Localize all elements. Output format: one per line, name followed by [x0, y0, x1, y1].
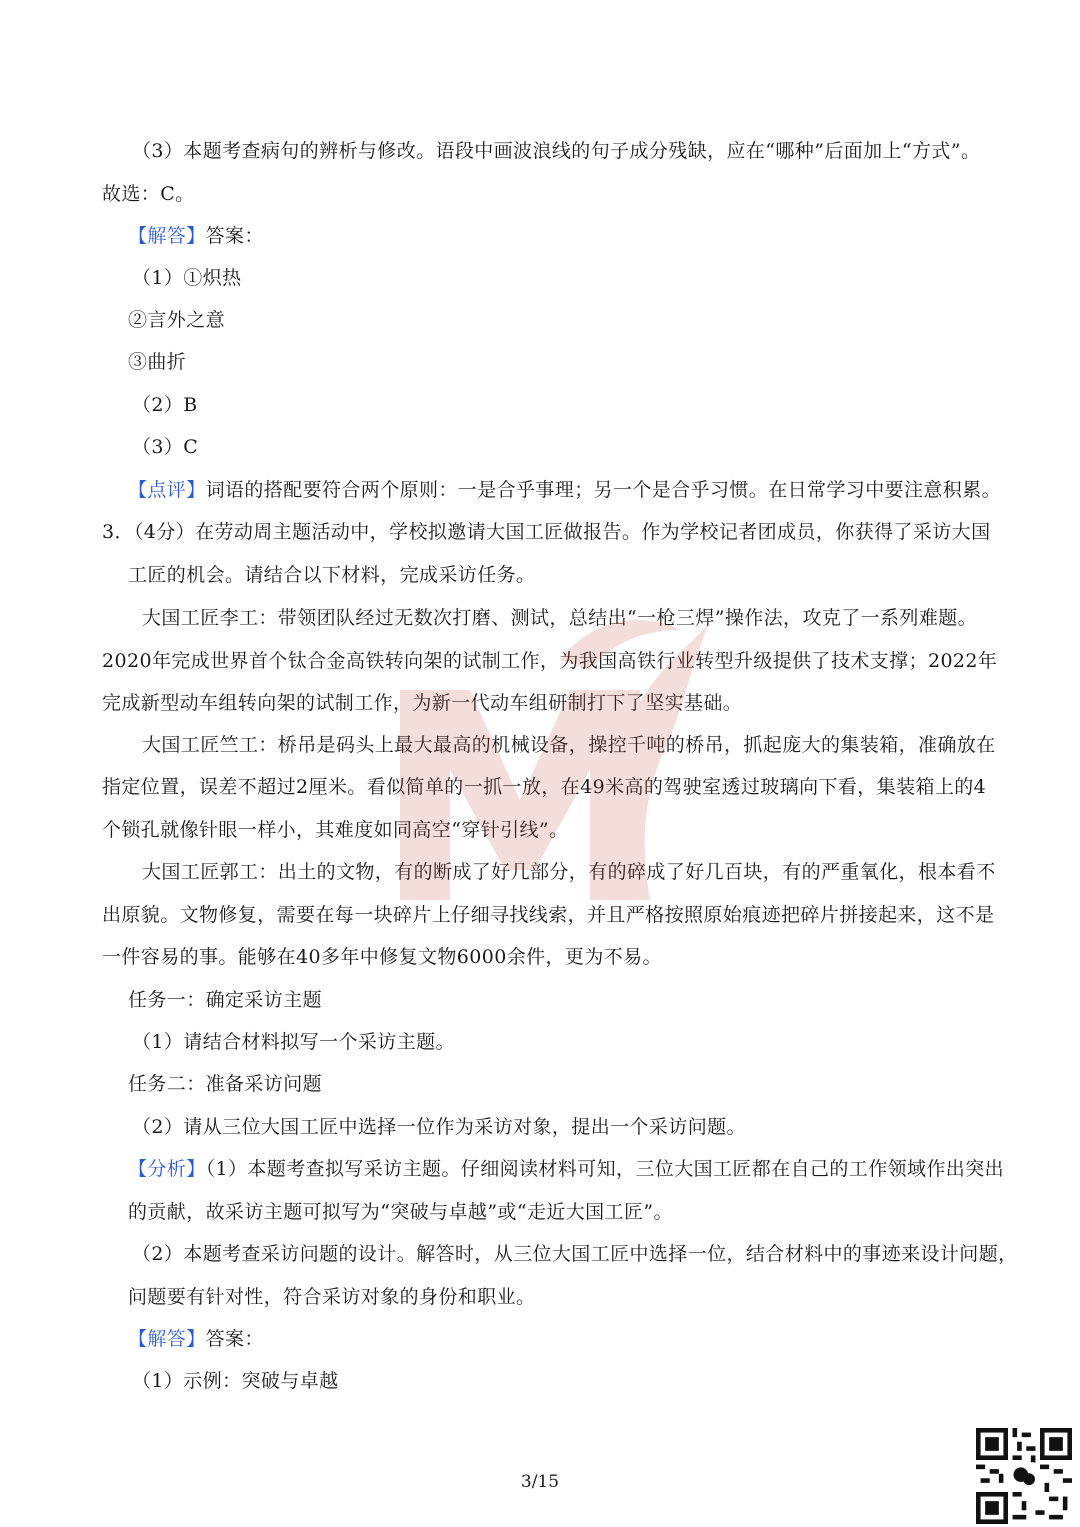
analysis-line-1: 【分析】（1）本题考查拟写采访主题。仔细阅读材料可知，三位大国工匠都在自己的工作领域作出突出	[128, 1158, 1004, 1180]
question-3-line-1: 3．（4分）在劳动周主题活动中，学校拟邀请大国工匠做报告。作为学校记者团成员，你获得了采访大国	[102, 521, 991, 543]
task-1-title: 任务一：确定采访主题	[128, 989, 323, 1011]
answer-item-1: （1）①炽热	[132, 267, 242, 289]
analysis-line-3: （3）本题考查病句的辨析与修改。语段中画波浪线的句子成分残缺，应在“哪种”后面加上“方式”。	[132, 140, 981, 162]
answer-2-tag: 【解答】	[128, 1328, 206, 1350]
choice-line: 故选：C。	[102, 183, 195, 205]
answer-item-5: （3）C	[132, 436, 199, 458]
material-2-line-1: 大国工匠竺工：桥吊是码头上最大最高的机械设备，操控千吨的桥吊，抓起庞大的集装箱，准确放在	[142, 734, 996, 756]
page-number: 3/15	[520, 1472, 560, 1492]
task-2-title: 任务二：准备采访问题	[128, 1073, 323, 1095]
material-1-line-1: 大国工匠李工：带领团队经过无数次打磨、测试，总结出“一枪三焊”操作法，攻克了一系列难题。	[142, 607, 978, 629]
task-2-question: （2）请从三位大国工匠中选择一位作为采访对象，提出一个采访问题。	[132, 1116, 746, 1138]
analysis-line-5: 问题要有针对性，符合采访对象的身份和职业。	[128, 1286, 536, 1308]
question-3-line-2: 工匠的机会。请结合以下材料，完成采访任务。	[128, 564, 536, 586]
qr-code-icon	[976, 1428, 1072, 1524]
analysis-line-4: （2）本题考查采访问题的设计。解答时，从三位大国工匠中选择一位，结合材料中的事迹来设计问题，	[132, 1243, 1018, 1265]
material-3-line-2: 出原貌。文物修复，需要在每一块碎片上仔细寻找线索，并且严格按照原始痕迹把碎片拼接起来，这不是	[102, 904, 995, 926]
answer-item-2: ②言外之意	[128, 309, 226, 331]
answer-heading: 【解答】答案：	[128, 225, 264, 247]
material-3-line-3: 一件容易的事。能够在40多年中修复文物6000余件，更为不易。	[102, 946, 662, 968]
material-1-line-3: 完成新型动车组转向架的试制工作，为新一代动车组研制打下了坚实基础。	[102, 692, 743, 714]
answer-item-4: （2）B	[132, 394, 198, 416]
comment-tag: 【点评】	[128, 479, 206, 501]
answer-tag: 【解答】	[128, 225, 206, 247]
analysis-tag: 【分析】	[128, 1158, 206, 1180]
answer-item-3: ③曲折	[128, 351, 187, 373]
answer-2-heading: 【解答】答案：	[128, 1328, 264, 1350]
material-2-line-3: 个锁孔就像针眼一样小，其难度如同高空“穿针引线”。	[102, 819, 569, 841]
answer-2-item-1: （1）示例：突破与卓越	[132, 1370, 339, 1392]
material-1-line-2: 2020年完成世界首个钛合金高铁转向架的试制工作，为我国高铁行业转型升级提供了技术支撑；2022年	[102, 650, 998, 672]
comment-line: 【点评】词语的搭配要符合两个原则：一是合乎事理；另一个是合乎习惯。在日常学习中要注意积累。	[128, 479, 1002, 501]
task-1-question: （1）请结合材料拟写一个采访主题。	[132, 1031, 455, 1053]
analysis-line-2: 的贡献，故采访主题可拟写为“突破与卓越”或“走近大国工匠”。	[128, 1201, 673, 1223]
material-2-line-2: 指定位置，误差不超过2厘米。看似简单的一抓一放，在49米高的驾驶室透过玻璃向下看，集装箱上的4	[102, 776, 987, 798]
material-3-line-1: 大国工匠郭工：出土的文物，有的断成了好几部分，有的碎成了好几百块，有的严重氧化，根本看不	[142, 861, 996, 883]
